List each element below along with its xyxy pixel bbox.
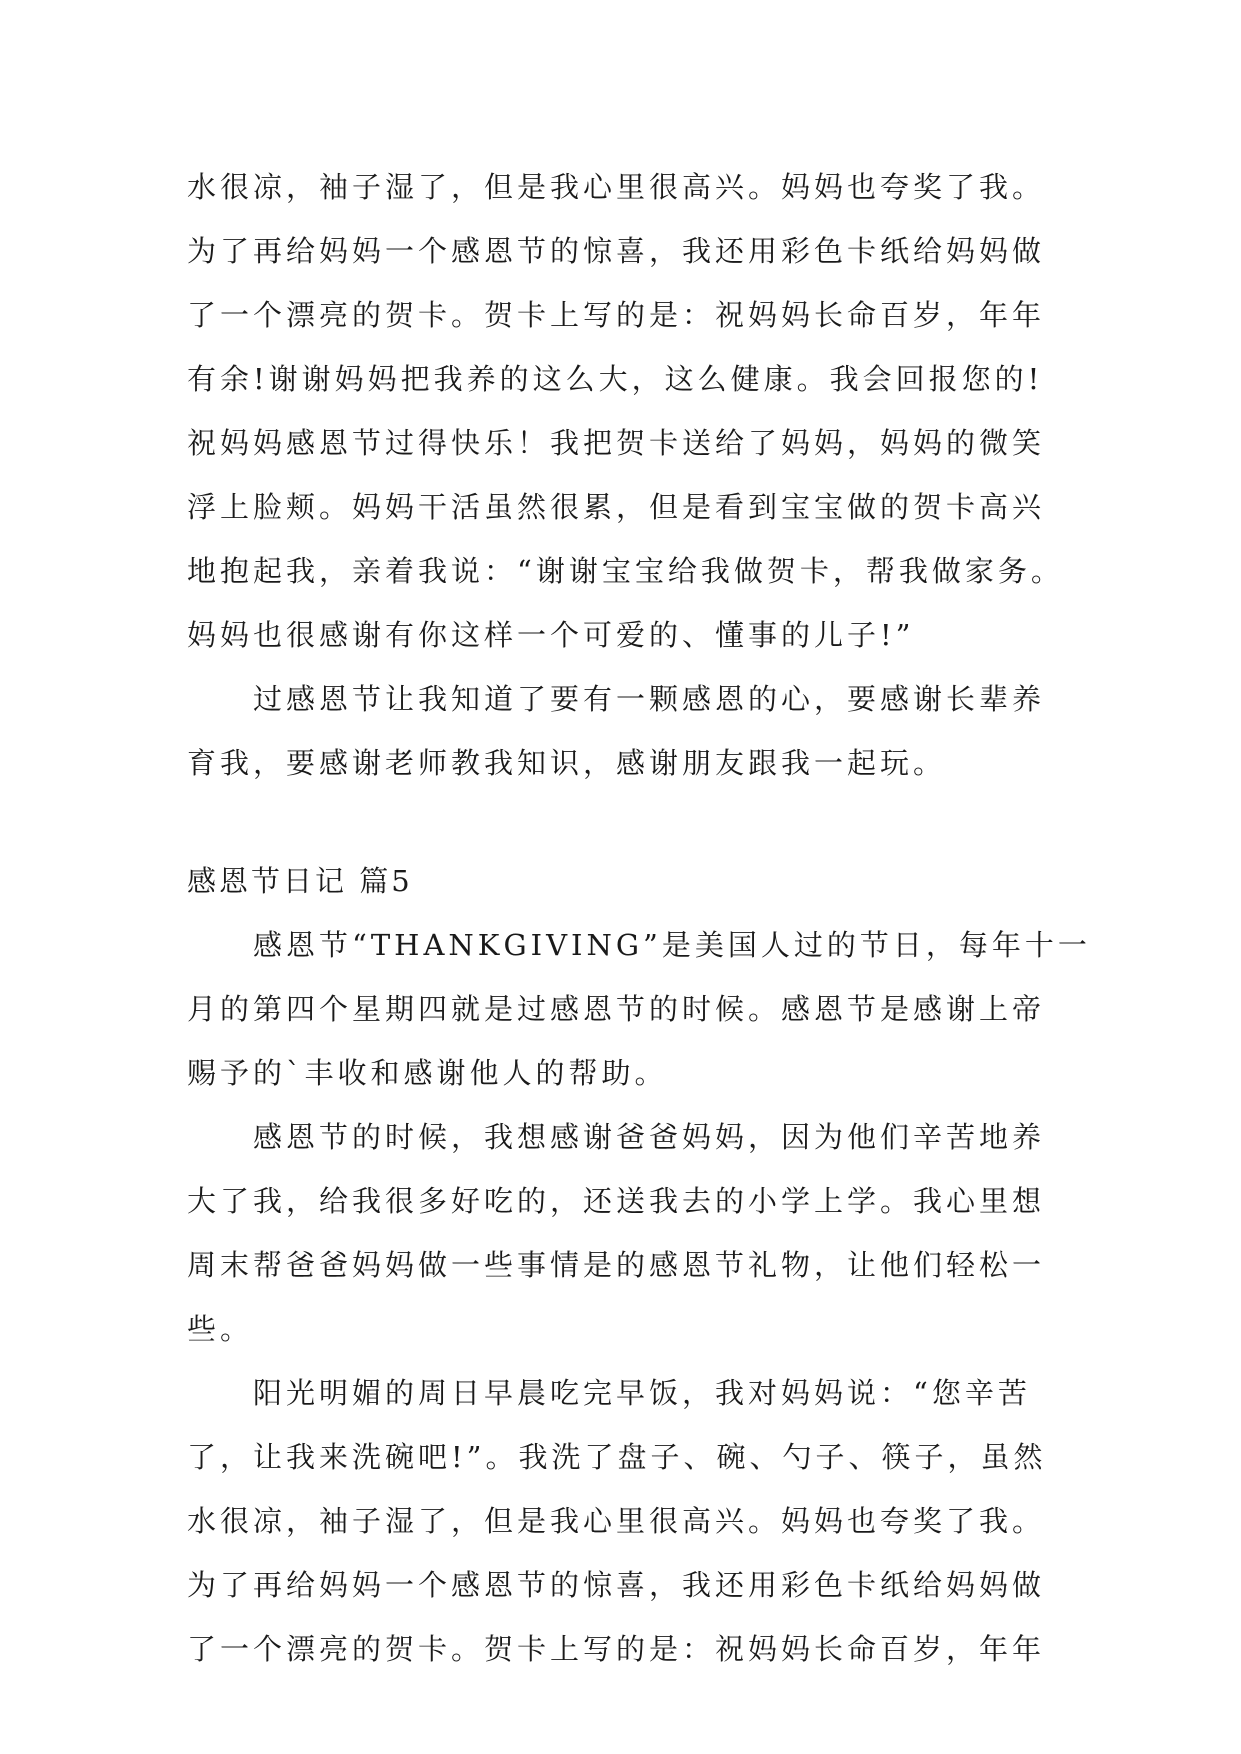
paragraph-2 <box>187 1105 1067 1361</box>
text-line: 水很凉，袖子湿了，但是我心里很高兴。妈妈也夸奖了我。 <box>187 1504 1046 1538</box>
text-line: 育我，要感谢老师教我知识，感谢朋友跟我一起玩。 <box>187 746 947 780</box>
text-line: 过感恩节让我知道了要有一颗感恩的心，要感谢长辈养 <box>253 682 1046 716</box>
text-line: 阳光明媚的周日早晨吃完早饭，我对妈妈说：“您辛苦 <box>253 1376 1031 1410</box>
text-line: 感恩节的时候，我想感谢爸爸妈妈，因为他们辛苦地养 <box>253 1120 1046 1154</box>
text-line: 为了再给妈妈一个感恩节的惊喜，我还用彩色卡纸给妈妈做 <box>187 1568 1046 1602</box>
text-line: 月的第四个星期四就是过感恩节的时候。感恩节是感谢上帝 <box>187 992 1046 1026</box>
text-line: 为了再给妈妈一个感恩节的惊喜，我还用彩色卡纸给妈妈做 <box>187 234 1046 268</box>
text-line: 了一个漂亮的贺卡。贺卡上写的是：祝妈妈长命百岁，年年 <box>187 298 1046 332</box>
section-gap <box>187 795 1067 849</box>
paragraph-1 <box>187 913 1091 1105</box>
text-line: 有余!谢谢妈妈把我养的这么大，这么健康。我会回报您的! <box>187 362 1044 396</box>
text-line: 感恩节“THANKGIVING”是美国人过的节日，每年十一 <box>253 928 1091 962</box>
section-heading: 感恩节日记 篇5 <box>187 864 413 898</box>
text-line: 周末帮爸爸妈妈做一些事情是的感恩节礼物，让他们轻松一 <box>187 1248 1046 1282</box>
text-line: 大了我，给我很多好吃的，还送我去的小学上学。我心里想 <box>187 1184 1046 1218</box>
text-line: 祝妈妈感恩节过得快乐！我把贺卡送给了妈妈，妈妈的微笑 <box>187 426 1046 460</box>
text-line: 水很凉，袖子湿了，但是我心里很高兴。妈妈也夸奖了我。 <box>187 170 1046 204</box>
continued-paragraph <box>187 155 1067 667</box>
text-line: 浮上脸颊。妈妈干活虽然很累，但是看到宝宝做的贺卡高兴 <box>187 490 1046 524</box>
document-body <box>187 155 1091 1681</box>
text-line: 些。 <box>187 1312 254 1346</box>
text-line: 了，让我来洗碗吧!”。我洗了盘子、碗、勺子、筷子，虽然 <box>187 1440 1047 1474</box>
text-line: 了一个漂亮的贺卡。贺卡上写的是：祝妈妈长命百岁，年年 <box>187 1632 1046 1666</box>
text-line: 地抱起我，亲着我说：“谢谢宝宝给我做贺卡，帮我做家务。 <box>187 554 1064 588</box>
closing-paragraph <box>187 667 1067 795</box>
text-line: 妈妈也很感谢有你这样一个可爱的、懂事的儿子!” <box>187 618 915 652</box>
text-line: 赐予的`丰收和感谢他人的帮助。 <box>187 1056 668 1090</box>
paragraph-3 <box>187 1361 1067 1681</box>
